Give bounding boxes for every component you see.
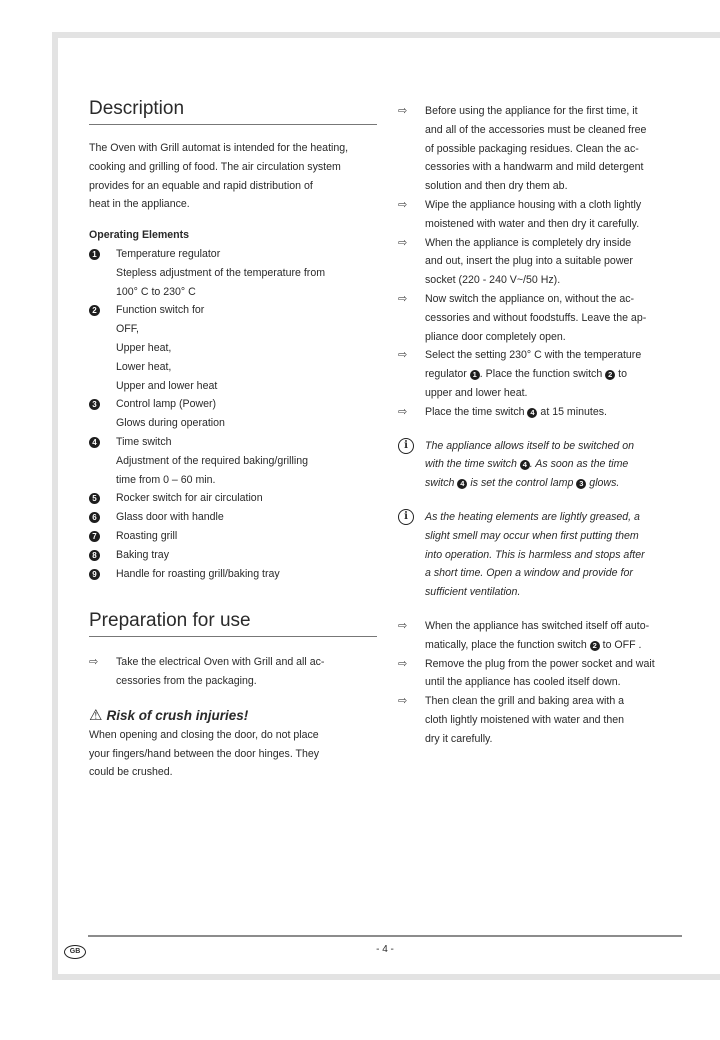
number-2-icon: 2 <box>605 370 615 380</box>
arrow-icon: ⇨ <box>398 236 408 249</box>
list-item: 1 Temperature regulator Stepless adjustment of the temperature from 100° C to 230° C <box>89 245 377 301</box>
description-text: The Oven with Grill automat is intended for the heating, cooking and grilling of food. The air circulation system provides for an equable and rapid distribution of heat in the appliance. <box>89 142 349 211</box>
list-item: 9 Handle for roasting grill/baking tray <box>89 565 377 584</box>
number-6-icon: 6 <box>89 512 100 523</box>
warning-triangle-icon: ⚠ <box>89 706 103 724</box>
footer-rule <box>88 935 682 937</box>
arrow-icon: ⇨ <box>398 292 408 305</box>
number-4-icon: 4 <box>457 479 467 489</box>
info-icon: i <box>398 438 414 454</box>
step-function-switch-off: ⇨ When the appliance has switched itself off auto- matically, place the function switch 2 to OFF . <box>398 617 688 655</box>
step-wipe-housing: ⇨ Wipe the appliance housing with a cloth lightly moistened with water and then dry it carefully. <box>398 196 688 234</box>
list-item: 4 Time switch Adjustment of the required baking/grilling time from 0 – 60 min. <box>89 433 377 489</box>
left-column <box>89 96 377 782</box>
arrow-icon: ⇨ <box>398 105 408 117</box>
arrow-icon: ⇨ <box>398 619 408 632</box>
list-item: 5 Rocker switch for air circulation <box>89 489 377 508</box>
list-item: 3 Control lamp (Power) Glows during operation <box>89 395 377 433</box>
arrow-icon: ⇨ <box>398 405 408 418</box>
number-2-icon: 2 <box>89 305 100 316</box>
warning-text: When opening and closing the door, do not place your fingers/hand between the door hinges. They could be crushed. <box>89 728 320 779</box>
step-time-switch: ⇨ Place the time switch 4 at 15 minutes. <box>398 403 688 422</box>
number-4-icon: 4 <box>527 408 537 418</box>
number-1-icon: 1 <box>89 249 100 260</box>
info-note-heating-elements: i As the heating elements are lightly greased, a slight smell may occur when first putting them into operation. This is harmless and stops after a short time. Open a window and provide for sufficient ventilation. <box>398 508 688 602</box>
list-item: 8 Baking tray <box>89 546 377 565</box>
page-number: - 4 - <box>376 944 394 955</box>
number-9-icon: 9 <box>89 569 100 580</box>
number-2-icon: 2 <box>590 641 600 651</box>
operating-elements-list <box>89 245 377 583</box>
arrow-icon: ⇨ <box>398 695 408 708</box>
right-column <box>398 102 688 749</box>
number-5-icon: 5 <box>89 493 100 504</box>
step-select-setting: ⇨ Select the setting 230° C with the temperature regulator 1 . Place the function switch 2 to upper and lower heat. <box>398 346 688 402</box>
step-switch-on: ⇨ Now switch the appliance on, without the ac- cessories and without foodstuffs. Leave the ap- pliance door completely open. <box>398 290 688 346</box>
language-badge: GB <box>64 945 86 959</box>
info-note-time-switch: i The appliance allows itself to be switched on with the time switch 4 . As soon as the time switch 4 is set the control lamp 3 glows. <box>398 437 688 493</box>
arrow-icon: ⇨ <box>398 198 408 211</box>
description-heading: Description <box>89 96 377 125</box>
operating-elements-heading: Operating Elements <box>89 229 190 242</box>
step-clean-grill: ⇨ Then clean the grill and baking area with a cloth lightly moistened with water and then dry it carefully. <box>398 692 688 748</box>
number-7-icon: 7 <box>89 531 100 542</box>
info-icon: i <box>398 509 414 525</box>
step-clean-before-use: ⇨ Before using the appliance for the first time, it and all of the accessories must be cleaned free of possible packaging residues. Clean the ac- cessories with a handwarm and mild detergent solution and then dry them ab. <box>398 102 688 196</box>
list-item: 6 Glass door with handle <box>89 508 377 527</box>
list-item: 7 Roasting grill <box>89 527 377 546</box>
arrow-icon: ⇨ <box>398 349 408 362</box>
number-3-icon: 3 <box>89 399 100 410</box>
arrow-icon: ⇨ <box>89 656 99 669</box>
number-3-icon: 3 <box>576 479 586 489</box>
number-8-icon: 8 <box>89 550 100 561</box>
preparation-heading: Preparation for use <box>89 608 377 637</box>
warning-heading: ⚠ Risk of crush injuries! <box>89 706 249 724</box>
arrow-icon: ⇨ <box>398 657 408 670</box>
list-item: 2 Function switch for OFF, Upper heat, Lower heat, Upper and lower heat <box>89 301 377 395</box>
number-1-icon: 1 <box>470 370 480 380</box>
step-remove-plug: ⇨ Remove the plug from the power socket and wait until the appliance has cooled itself down. <box>398 655 688 693</box>
preparation-step: ⇨ Take the electrical Oven with Grill and all ac- cessories from the packaging. <box>89 653 377 691</box>
step-insert-plug: ⇨ When the appliance is completely dry inside and out, insert the plug into a suitable power socket (220 - 240 V~/50 Hz). <box>398 234 688 290</box>
number-4-icon: 4 <box>520 460 530 470</box>
number-4-icon: 4 <box>89 437 100 448</box>
